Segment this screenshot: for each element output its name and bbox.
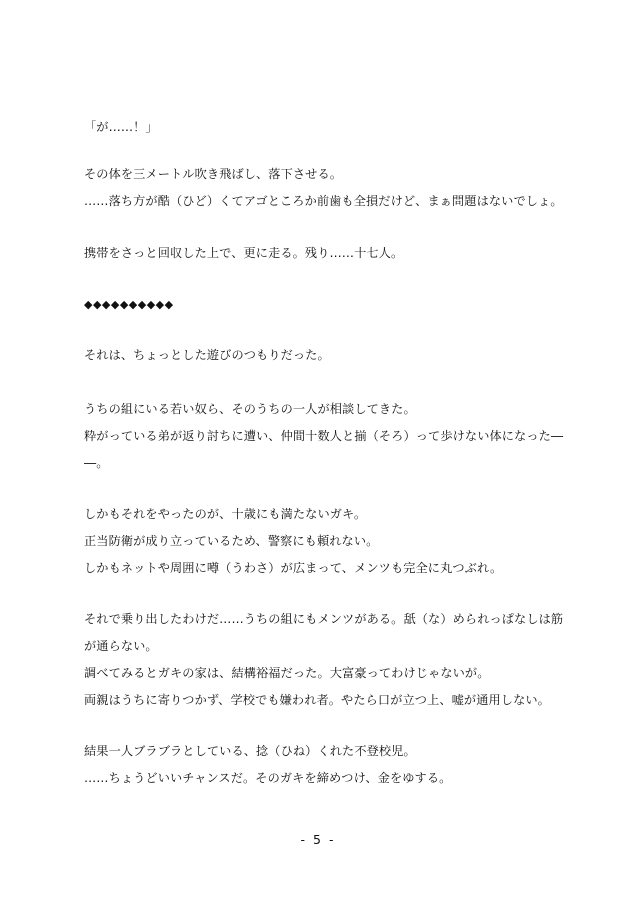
text-line-16: 結果一人ブラブラとしている、捻（ひね）くれた不登校児。: [84, 744, 416, 758]
text-line-9: しかもそれをやったのが、十歳にも満たないガキ。: [84, 507, 367, 521]
page-number: - 5 -: [300, 832, 336, 847]
text-line-4: 携帯をさっと回収した上で、更に走る。残り……十七人。: [84, 246, 404, 260]
text-line-1: 「が……！」: [84, 120, 158, 134]
text-line-17: ……ちょうどいいチャンスだ。そのガキを締めつけ、金をゆする。: [84, 771, 452, 785]
text-line-3: ……落ち方が酷（ひど）くてアゴところか前歯も全損だけど、まぁ問題はないでしょ。: [84, 194, 563, 208]
text-line-6: うちの組にいる若い奴ら、そのうちの一人が相談してきた。: [84, 402, 416, 416]
text-line-8: ―。: [84, 456, 109, 470]
text-line-7: 粋がっている弟が返り討ちに遭い、仲間十数人と揃（そろ）って歩けない体になった―: [84, 429, 564, 443]
text-line-12: それで乗り出したわけだ……うちの組にもメンツがある。舐（な）められっぱなしは筋: [84, 612, 564, 626]
text-line-15: 両親はうちに寄りつかず、学校でも嫌われ者。やたら口が立つ上、嘘が通用しない。: [84, 693, 550, 707]
text-line-10: 正当防衛が成り立っているため、警察にも頼れない。: [84, 534, 379, 548]
section-divider: ◆◆◆◆◆◆◆◆◆◆: [84, 298, 174, 311]
text-line-5: それは、ちょっとした遊びのつもりだった。: [84, 348, 330, 362]
text-line-13: が通らない。: [84, 639, 158, 653]
text-line-14: 調べてみるとガキの家は、結構裕福だった。大富豪ってわけじゃないが。: [84, 666, 490, 680]
text-line-11: しかもネットや周囲に噂（うわさ）が広まって、メンツも完全に丸つぶれ。: [84, 561, 503, 575]
text-line-2: その体を三メートル吹き飛ばし、落下させる。: [84, 167, 343, 181]
